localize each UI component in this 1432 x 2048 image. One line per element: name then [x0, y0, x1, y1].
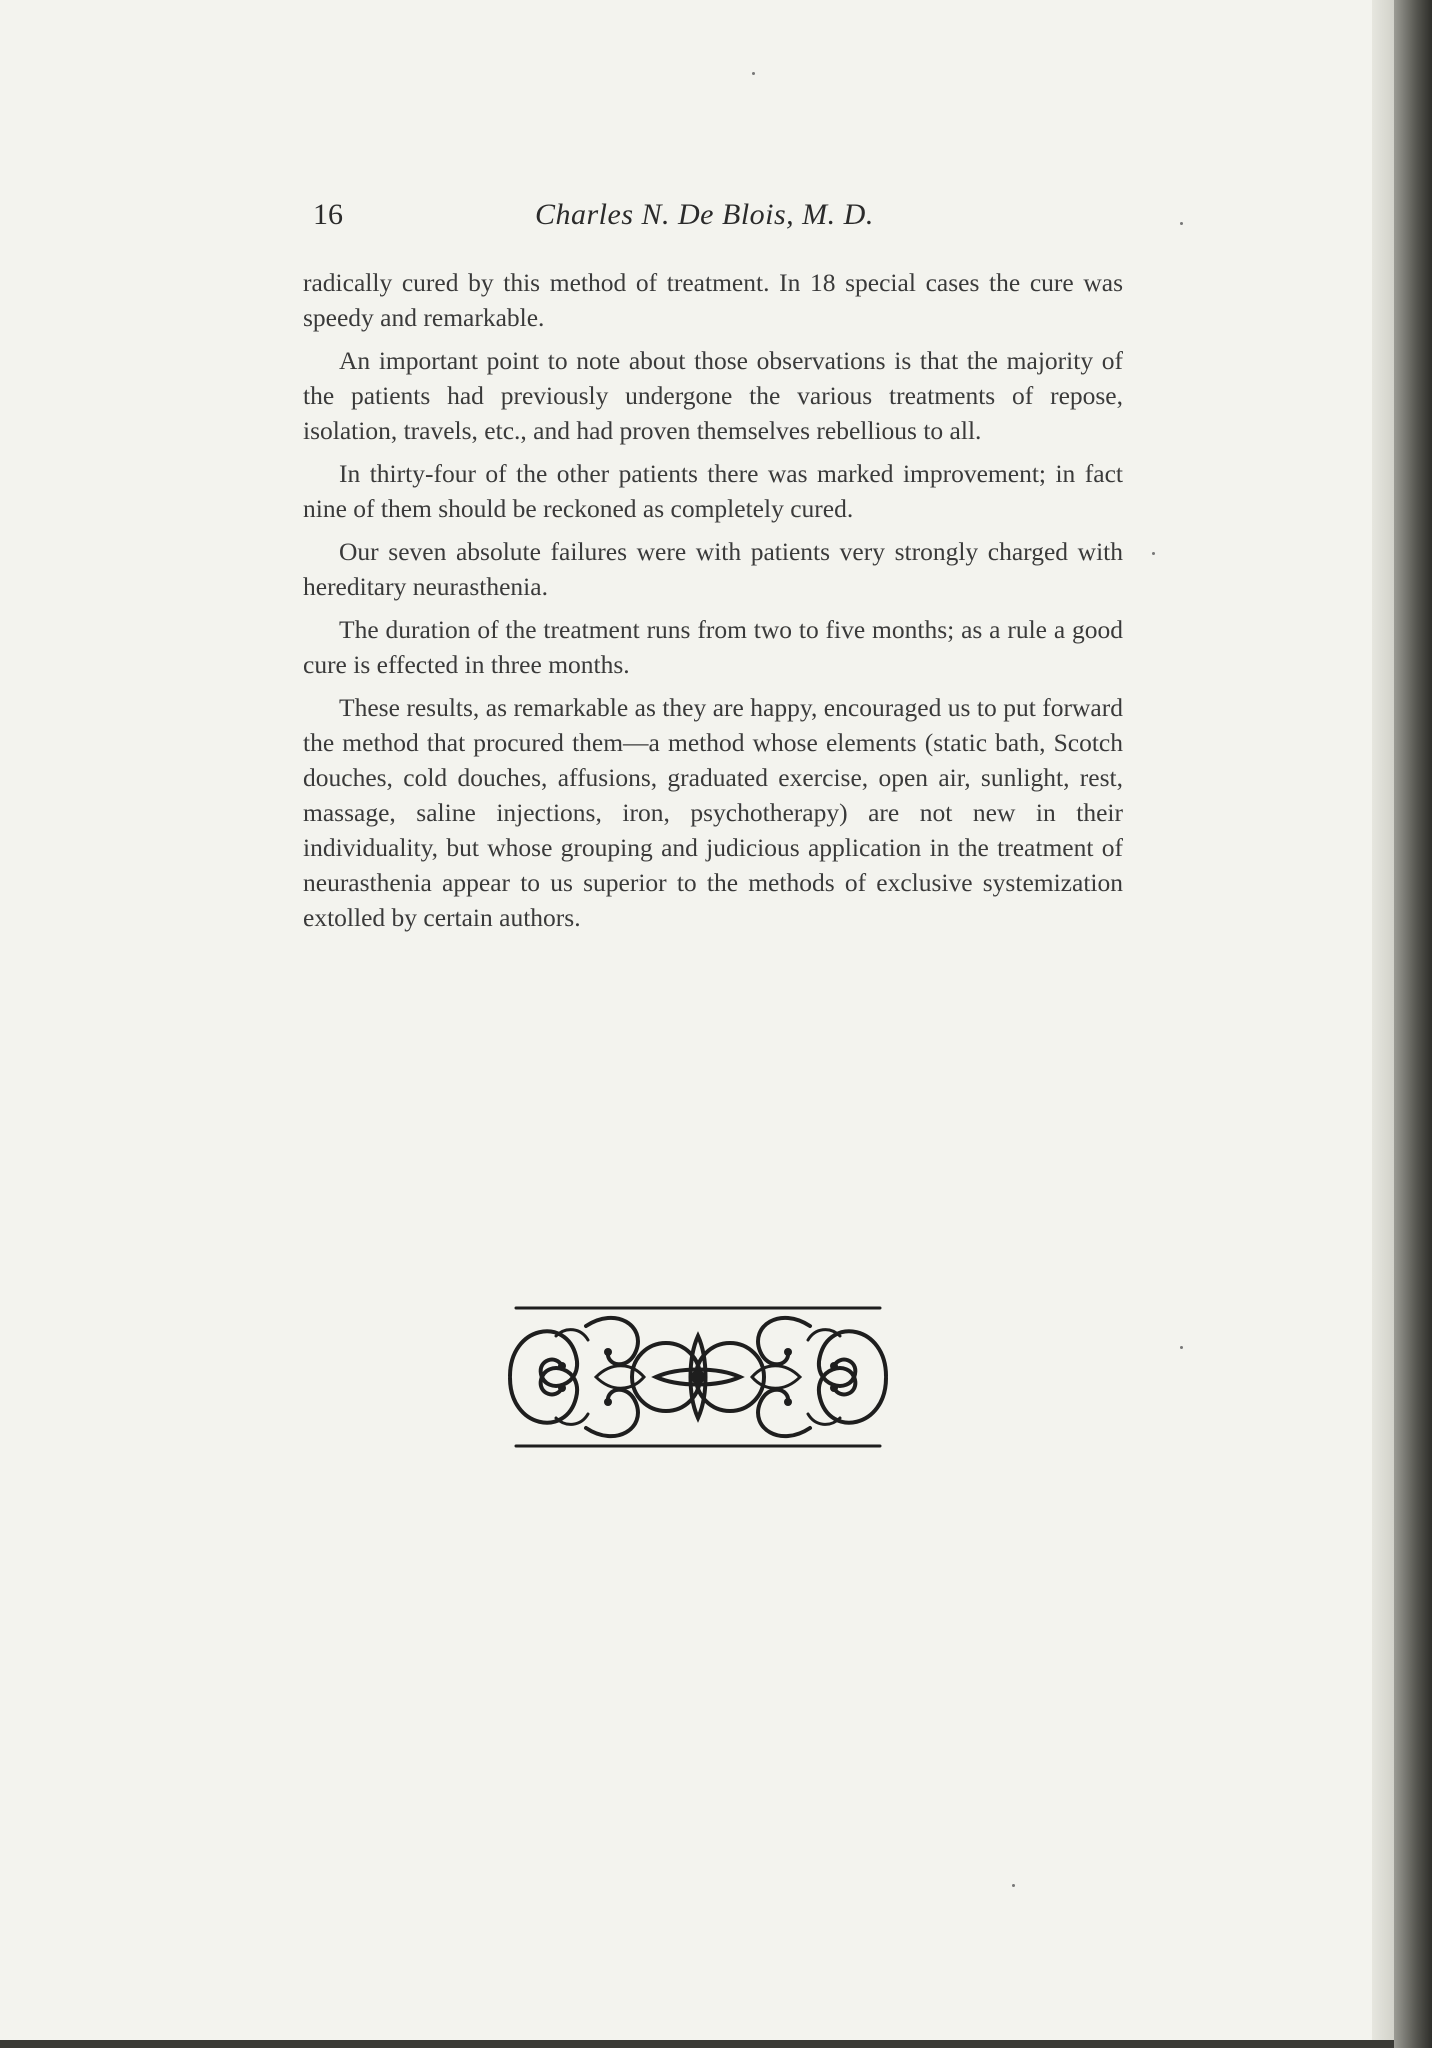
paper-speck	[1180, 1346, 1183, 1349]
scrollwork-ornament-icon	[496, 1296, 900, 1458]
paragraph-1: radically cured by this method of treatment. In 18 special cases the cure was speedy and remarkable.	[303, 268, 1123, 332]
scan-border	[0, 2040, 1394, 2048]
running-title: Charles N. De Blois, M. D.	[535, 198, 874, 231]
paper-speck	[1012, 1884, 1015, 1887]
paper-speck	[1152, 552, 1155, 555]
paragraph-6: These results, as remarkable as they are happy, encouraged us to put forward the method that procured them—a method whose elements (static bath, Scotch douches, cold douches, affusions, graduated exercise, open air, sunlight, rest, massage, saline injections, iron, psychotherapy) are not new in their individuality, but whose grouping and judicious application in the treatment of neurasthenia appear to us superior to the methods of exclusive systemization extolled by certain authors.	[303, 693, 1123, 932]
paragraph-5: The duration of the treatment runs from two to five months; as a rule a good cure is effected in three months.	[303, 615, 1123, 679]
paper-speck	[1180, 222, 1183, 225]
paper-speck	[752, 72, 755, 75]
page-edge	[1372, 0, 1394, 2040]
body-text	[303, 265, 1123, 943]
paragraph-2: An important point to note about those observations is that the majority of the patients had previously undergone the various treatments of repose, isolation, travels, etc., and had proven themselves rebellious to all.	[303, 346, 1123, 445]
page-number: 16	[313, 198, 343, 231]
book-spine-shadow	[1394, 0, 1432, 2048]
running-head	[313, 198, 1123, 244]
paragraph-3: In thirty-four of the other patients there was marked improvement; in fact nine of them should be reckoned as completely cured.	[303, 459, 1123, 523]
paragraph-4: Our seven absolute failures were with patients very strongly charged with hereditary neurasthenia.	[303, 537, 1123, 601]
